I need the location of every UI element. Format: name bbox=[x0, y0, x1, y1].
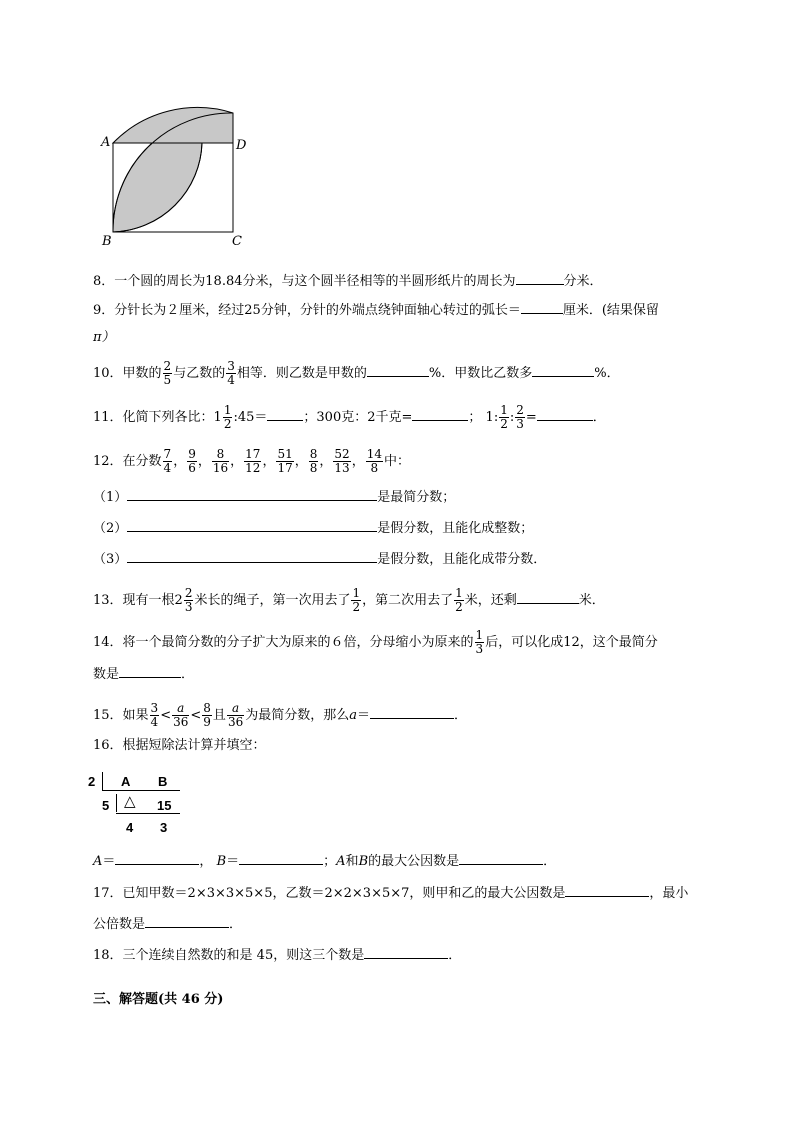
shaded-region-top bbox=[113, 107, 233, 143]
answer-blank[interactable] bbox=[127, 519, 377, 532]
fraction: $\frac{8}{16}$ bbox=[212, 447, 229, 475]
question-8: 8．一个圆的周长为18.84分米，与这个圆半径相等的半圆形纸片的周长为 分米． bbox=[93, 274, 603, 289]
question-9-line2: π） bbox=[93, 330, 115, 345]
division-line-1 bbox=[102, 790, 180, 791]
fraction: $\frac{1}{2}$ bbox=[455, 586, 463, 614]
fraction: $\frac{7}{4}$ bbox=[163, 447, 172, 475]
answer-blank[interactable] bbox=[370, 706, 454, 719]
mixed-number: 1 $\frac{1}{2}$ bbox=[213, 403, 232, 431]
answer-blank[interactable] bbox=[127, 488, 377, 501]
answer-blank[interactable] bbox=[267, 408, 303, 421]
question-12: 12．在分数 $\frac{7}{4}$ ， $\frac{9}{6}$ ， $\frac{8}{16}$ ， $\frac{17}{12}$ ， $\frac{51}{17}$ ， $\frac{8}{8}$ ， $\frac{52}{13}$ ， $\frac{14}{8}$ 中： bbox=[93, 447, 410, 475]
mixed-number: 2 $\frac{2}{3}$ bbox=[174, 586, 193, 614]
answer-blank[interactable] bbox=[521, 301, 563, 314]
label-c: C bbox=[232, 234, 242, 249]
question-12-item-2: （2） 是假分数，且能化成整数； bbox=[93, 521, 534, 536]
short-division: 2 A B 5 △ 15 4 3 bbox=[88, 770, 198, 840]
label-a: A bbox=[101, 135, 111, 150]
fraction: $\frac{1}{2}$ bbox=[500, 403, 508, 431]
answer-blank[interactable] bbox=[239, 852, 323, 865]
question-14-line2: 数是 ． bbox=[93, 667, 195, 682]
answer-blank[interactable] bbox=[537, 408, 593, 421]
division-bracket-2 bbox=[116, 794, 117, 812]
question-17-line2: 公倍数是 ． bbox=[93, 917, 243, 932]
answer-blank[interactable] bbox=[115, 852, 199, 865]
fraction: $\frac{a}{36}$ bbox=[173, 701, 189, 729]
question-14: 14．将一个最简分数的分子扩大为原来的６倍，分母缩小为原来的 $\frac{1}{3}$ 后，可以化成12，这个最简分 bbox=[93, 628, 658, 656]
answer-blank[interactable] bbox=[412, 408, 468, 421]
question-18: 18．三个连续自然数的和是 45，则这三个数是 ． bbox=[93, 948, 462, 963]
answer-blank[interactable] bbox=[145, 915, 229, 928]
fraction: $\frac{2}{3}$ bbox=[516, 403, 524, 431]
answer-blank[interactable] bbox=[459, 852, 543, 865]
answer-blank[interactable] bbox=[119, 665, 181, 678]
division-line-2 bbox=[116, 813, 180, 814]
fraction: $\frac{3}{4}$ bbox=[150, 701, 159, 729]
fraction: $\frac{1}{3}$ bbox=[475, 628, 484, 656]
answer-blank[interactable] bbox=[532, 364, 594, 377]
fraction: $\frac{1}{2}$ bbox=[352, 586, 361, 614]
label-b: B bbox=[102, 234, 112, 249]
question-17: 17．已知甲数＝2×3×3×5×5，乙数＝2×2×3×5×7，则甲和乙的最大公因数是 ，最小 bbox=[93, 886, 689, 901]
fraction: $\frac{14}{8}$ bbox=[366, 447, 382, 475]
fraction: $\frac{8}{9}$ bbox=[203, 701, 211, 729]
question-9: 9．分针长为２厘米，经过25分钟，分针的外端点绕钟面轴心转过的弧长＝ 厘米．(结果保留 bbox=[93, 303, 659, 318]
answer-blank[interactable] bbox=[516, 272, 564, 285]
section-heading: 三、解答题(共 46 分) bbox=[93, 992, 224, 1007]
triangle-icon: △ bbox=[124, 793, 136, 810]
fraction: $\frac{51}{17}$ bbox=[277, 447, 293, 475]
answer-blank[interactable] bbox=[565, 884, 649, 897]
answer-blank[interactable] bbox=[127, 550, 377, 563]
question-16: 16．根据短除法计算并填空： bbox=[93, 738, 266, 753]
label-d: D bbox=[236, 138, 247, 153]
fraction: $\frac{17}{12}$ bbox=[245, 447, 261, 475]
answer-blank[interactable] bbox=[517, 591, 579, 604]
answer-blank[interactable] bbox=[367, 364, 429, 377]
question-13: 13．现有一根2 $\frac{2}{3}$ 米长的绳子，第一次用去了 $\frac{1}{2}$ ，第二次用去了 $\frac{1}{2}$ 米，还剩 米． bbox=[93, 586, 605, 614]
fraction: $\frac{a}{36}$ bbox=[227, 701, 244, 729]
geometry-figure bbox=[93, 102, 263, 252]
fraction: $\frac{9}{6}$ bbox=[188, 447, 196, 475]
fraction: $\frac{52}{13}$ bbox=[334, 447, 350, 475]
question-15: 15．如果 $\frac{3}{4}$ < $\frac{a}{36}$ < $\frac{8}{9}$ 且 $\frac{a}{36}$ 为最简分数，那么a＝ ． bbox=[93, 701, 468, 729]
question-12-item-3: （3） 是假分数，且能化成带分数． bbox=[93, 552, 547, 567]
fraction: $\frac{2}{5}$ bbox=[163, 359, 172, 387]
fraction: $\frac{8}{8}$ bbox=[309, 447, 318, 475]
question-11: 11．化简下列各比：1 $\frac{1}{2}$ :45＝ ；300克：2千克= ； 1: $\frac{1}{2}$ : $\frac{2}{3}$ = ． bbox=[93, 403, 606, 431]
question-16-answer: A＝ ， B＝ ；A和B的最大公因数是 ． bbox=[93, 854, 557, 869]
question-12-item-1: （1） 是最简分数； bbox=[93, 490, 456, 505]
question-10: 10．甲数的 $\frac{2}{5}$ 与乙数的 $\frac{3}{4}$ 相等．则乙数是甲数的 %．甲数比乙数多 %． bbox=[93, 359, 620, 387]
fraction: $\frac{3}{4}$ bbox=[227, 359, 235, 387]
answer-blank[interactable] bbox=[364, 946, 448, 959]
division-bracket-1 bbox=[102, 772, 103, 790]
